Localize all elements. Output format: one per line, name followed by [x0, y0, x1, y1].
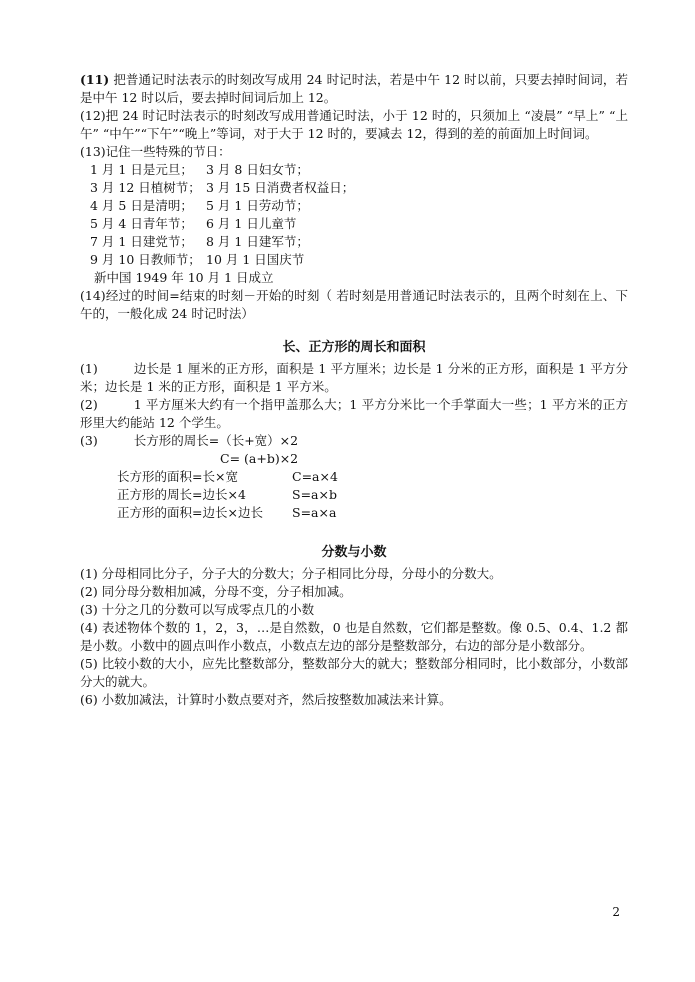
holiday-row	[80, 179, 628, 197]
paragraph-text: 边长是 1 厘米的正方形，面积是 1 平方厘米；边长是 1 分米的正方形，面积是 1 平方分米；边长是 1 米的正方形，面积是 1 平方米。	[80, 361, 628, 394]
formula-symbol: S=a×b	[292, 487, 337, 502]
page-content	[80, 71, 628, 709]
section-heading-perimeter: 长、正方形的周长和面积	[282, 340, 426, 355]
fraction-item: (5) 比较小数的大小，应先比整数部分，整数部分大的就大；整数部分相同时，比小数部分，小数部分大的就大。	[80, 656, 628, 689]
holiday-item: 10 月 1 日国庆节	[206, 252, 305, 267]
holiday-item: 7 月 1 日建党节；	[90, 234, 193, 249]
paragraph-12: (12)把 24 时记时法表示的时刻改写成用普通记时法，小于 12 时的，只须加上 “凌晨” “早上” “上午” “中午”“下午”“晚上”等词，对于大于 12 时的，要减去 12，得到的差的前面加上时间词。	[80, 108, 628, 141]
fraction-item: (3) 十分之几的分数可以写成零点几的小数	[80, 602, 315, 617]
section-heading-fraction: 分数与小数	[321, 545, 387, 560]
formula-text: 正方形的面积=边长×边长	[117, 505, 263, 520]
page-number: 2	[612, 905, 620, 919]
holiday-row	[80, 161, 628, 179]
holiday-item: 3 月 15 日消费者权益日；	[206, 180, 355, 195]
paragraph-text: 把普通记时法表示的时刻改写成用 24 时记时法，若是中午 12 时以前，只要去掉时间词，若是中午 12 时以后，要去掉时间词后加上 12。	[80, 72, 628, 105]
formula-text: 正方形的周长=边长×4	[117, 487, 246, 502]
holiday-row	[80, 233, 628, 251]
holiday-note: 新中国 1949 年 10 月 1 日成立	[94, 270, 274, 285]
item-number: (3)	[80, 433, 98, 448]
holiday-item: 9 月 10 日教师节；	[90, 252, 201, 267]
formula-text: 长方形的面积=长×宽	[117, 469, 238, 484]
item-number: (2)	[80, 397, 98, 412]
formula-symbol: C=a×4	[292, 469, 338, 484]
fraction-item: (1) 分母相同比分子，分子大的分数大；分子相同比分母，分母小的分数大。	[80, 566, 502, 581]
holiday-row	[80, 215, 628, 233]
item-number: (1)	[80, 361, 98, 376]
holiday-row	[80, 197, 628, 215]
paragraph-text: 长方形的周长=（长+宽）×2	[133, 433, 299, 448]
holiday-item: 6 月 1 日儿童节	[206, 216, 297, 231]
paragraph-11	[80, 71, 628, 107]
holiday-item: 5 月 4 日青年节；	[90, 216, 193, 231]
fraction-item: (6) 小数加减法，计算时小数点要对齐，然后按整数加减法来计算。	[80, 692, 452, 707]
holiday-item: 3 月 8 日妇女节；	[206, 162, 309, 177]
perimeter-item-3	[80, 432, 628, 450]
fraction-item: (2) 同分母分数相加减，分母不变，分子相加减。	[80, 584, 352, 599]
holiday-item: 4 月 5 日是清明；	[90, 198, 193, 213]
fraction-item: (4) 表述物体个数的 1，2，3，…是自然数，0 也是自然数，它们都是整数。像 0.5、0.4、1.2 都是小数。小数中的圆点叫作小数点，小数点左边的部分是整数部分，右边的部分是小数部分。	[80, 620, 628, 653]
formula-row	[80, 504, 628, 522]
item-number: (11)	[80, 72, 110, 87]
holiday-row	[80, 251, 628, 269]
paragraph-14: (14)经过的时间=结束的时刻－开始的时刻（ 若时刻是用普通记时法表示的，且两个时刻在上、下午的，一般化成 24 时记时法）	[80, 288, 628, 321]
holiday-item: 3 月 12 日植树节；	[90, 180, 201, 195]
formula-symbol: S=a×a	[292, 505, 337, 520]
holiday-item: 1 月 1 日是元旦；	[90, 162, 193, 177]
paragraph-13: (13)记住一些特殊的节日：	[80, 144, 231, 159]
formula-row	[80, 486, 628, 504]
perimeter-item-1	[80, 360, 628, 396]
paragraph-text: 1 平方厘米大约有一个指甲盖那么大；1 平方分米比一个手掌面大一些；1 平方米的正方形里大约能站 12 个学生。	[80, 397, 628, 430]
holiday-item: 8 月 1 日建军节；	[206, 234, 309, 249]
perimeter-item-2	[80, 396, 628, 432]
holiday-item: 5 月 1 日劳动节；	[206, 198, 309, 213]
formula-line: C= (a+b)×2	[220, 451, 299, 466]
formula-row	[80, 468, 628, 486]
